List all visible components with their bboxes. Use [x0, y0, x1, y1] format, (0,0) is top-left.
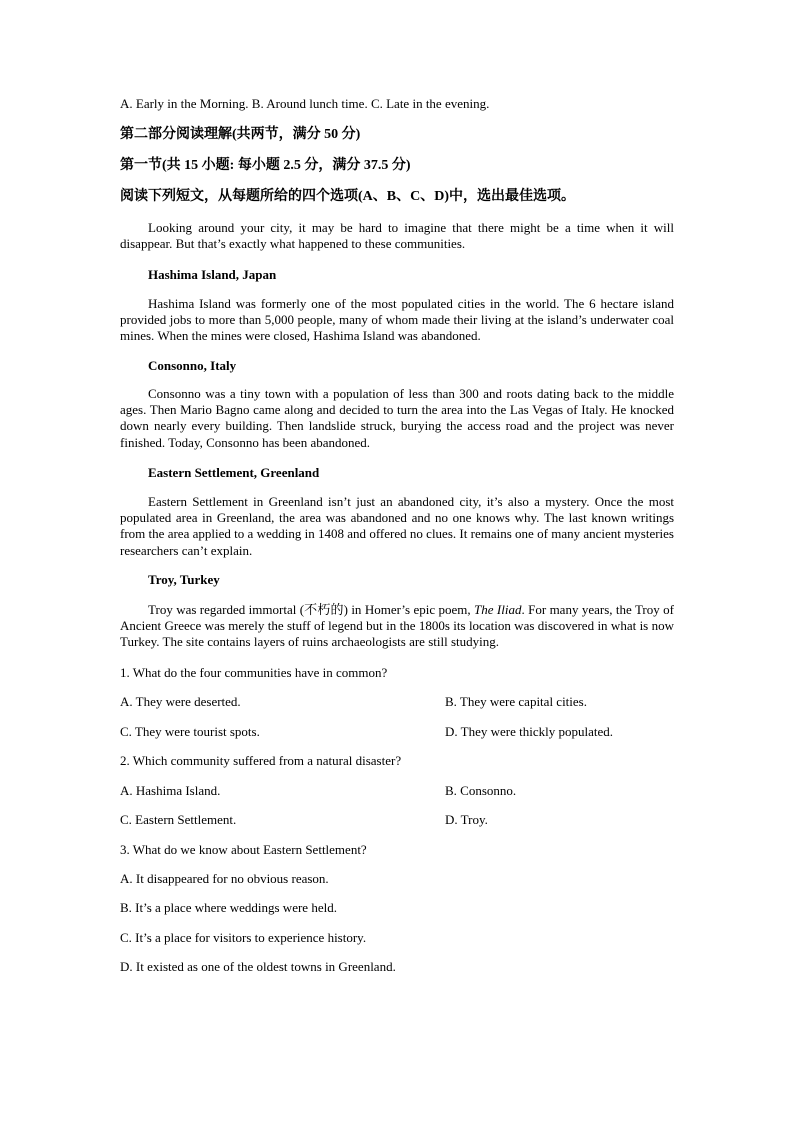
paragraph-hashima: Hashima Island was formerly one of the most populated cities in the world. The 6 hectare island provided jobs to more than 5,000 people, many of whom made their living at the island’s underwater coal mines. When the mines were closed, Hashima Island was abandoned.: [120, 296, 674, 344]
question-2-option-b[interactable]: B. Consonno.: [445, 783, 517, 798]
question-3-option-d[interactable]: D. It existed as one of the oldest towns in Greenland.: [120, 959, 396, 974]
troy-text-after: . For many years, the Troy of Ancient Greece was merely the stuff of legend but in the 1800s its location was discovered in what is now Turkey. The site contains layers of ruins archaeologists are still studying.: [120, 602, 674, 650]
paragraph-consonno: Consonno was a tiny town with a population of less than 300 and roots dating back to the middle ages. Then Mario Bagno came along and decided to turn the area into the Las Vegas of Italy. He knocked down nearly every building. Then landslide struck, burying the access road and the project was never finished. Today, Consonno has been abandoned.: [120, 386, 674, 450]
question-1-option-c[interactable]: C. They were tourist spots.: [120, 724, 260, 739]
part-two-title: 第二部分阅读理解(共两节，满分 50 分): [120, 127, 361, 142]
section-heading-consonno: Consonno, Italy: [148, 358, 237, 373]
question-2-option-c[interactable]: C. Eastern Settlement.: [120, 812, 237, 827]
question-3-option-b[interactable]: B. It’s a place where weddings were held.: [120, 900, 337, 915]
question-2-stem: 2. Which community suffered from a natural disaster?: [120, 753, 402, 768]
section-heading-hashima: Hashima Island, Japan: [148, 267, 277, 282]
iliad-title: The Iliad: [474, 602, 522, 617]
intro-paragraph: Looking around your city, it may be hard to imagine that there might be a time when it will disappear. But that’s exactly what happened to these communities.: [120, 220, 674, 252]
section-heading-troy: Troy, Turkey: [148, 572, 220, 587]
question-2-option-d[interactable]: D. Troy.: [445, 812, 488, 827]
troy-text-before: Troy was regarded immortal (不朽的) in Homer’s epic poem,: [148, 602, 475, 617]
reading-instruction: 阅读下列短文，从每题所给的四个选项(A、B、C、D)中，选出最佳选项。: [120, 189, 575, 204]
question-3-option-c[interactable]: C. It’s a place for visitors to experience history.: [120, 930, 367, 945]
question-2-option-a[interactable]: A. Hashima Island.: [120, 783, 221, 798]
question-3-option-a[interactable]: A. It disappeared for no obvious reason.: [120, 871, 329, 886]
section-heading-eastern-settlement: Eastern Settlement, Greenland: [148, 465, 320, 480]
paragraph-eastern-settlement: Eastern Settlement in Greenland isn’t just an abandoned city, it’s also a mystery. Once the most populated area in Greenland, the area was abandoned and no one knows why. The last known writings from the area applied to a wedding in 1408 and offered no clues. It remains one of many ancient mysteries researchers can’t explain.: [120, 494, 674, 558]
section-one-title: 第一节(共 15 小题: 每小题 2.5 分，满分 37.5 分): [120, 158, 411, 173]
question-1-option-b[interactable]: B. They were capital cities.: [445, 694, 587, 709]
question-1-option-d[interactable]: D. They were thickly populated.: [445, 724, 613, 739]
previous-question-options: A. Early in the Morning. B. Around lunch time. C. Late in the evening.: [120, 96, 490, 111]
question-1-stem: 1. What do the four communities have in common?: [120, 665, 388, 680]
question-1-option-a[interactable]: A. They were deserted.: [120, 694, 241, 709]
paragraph-troy: [120, 602, 674, 651]
question-3-stem: 3. What do we know about Eastern Settlement?: [120, 842, 367, 857]
